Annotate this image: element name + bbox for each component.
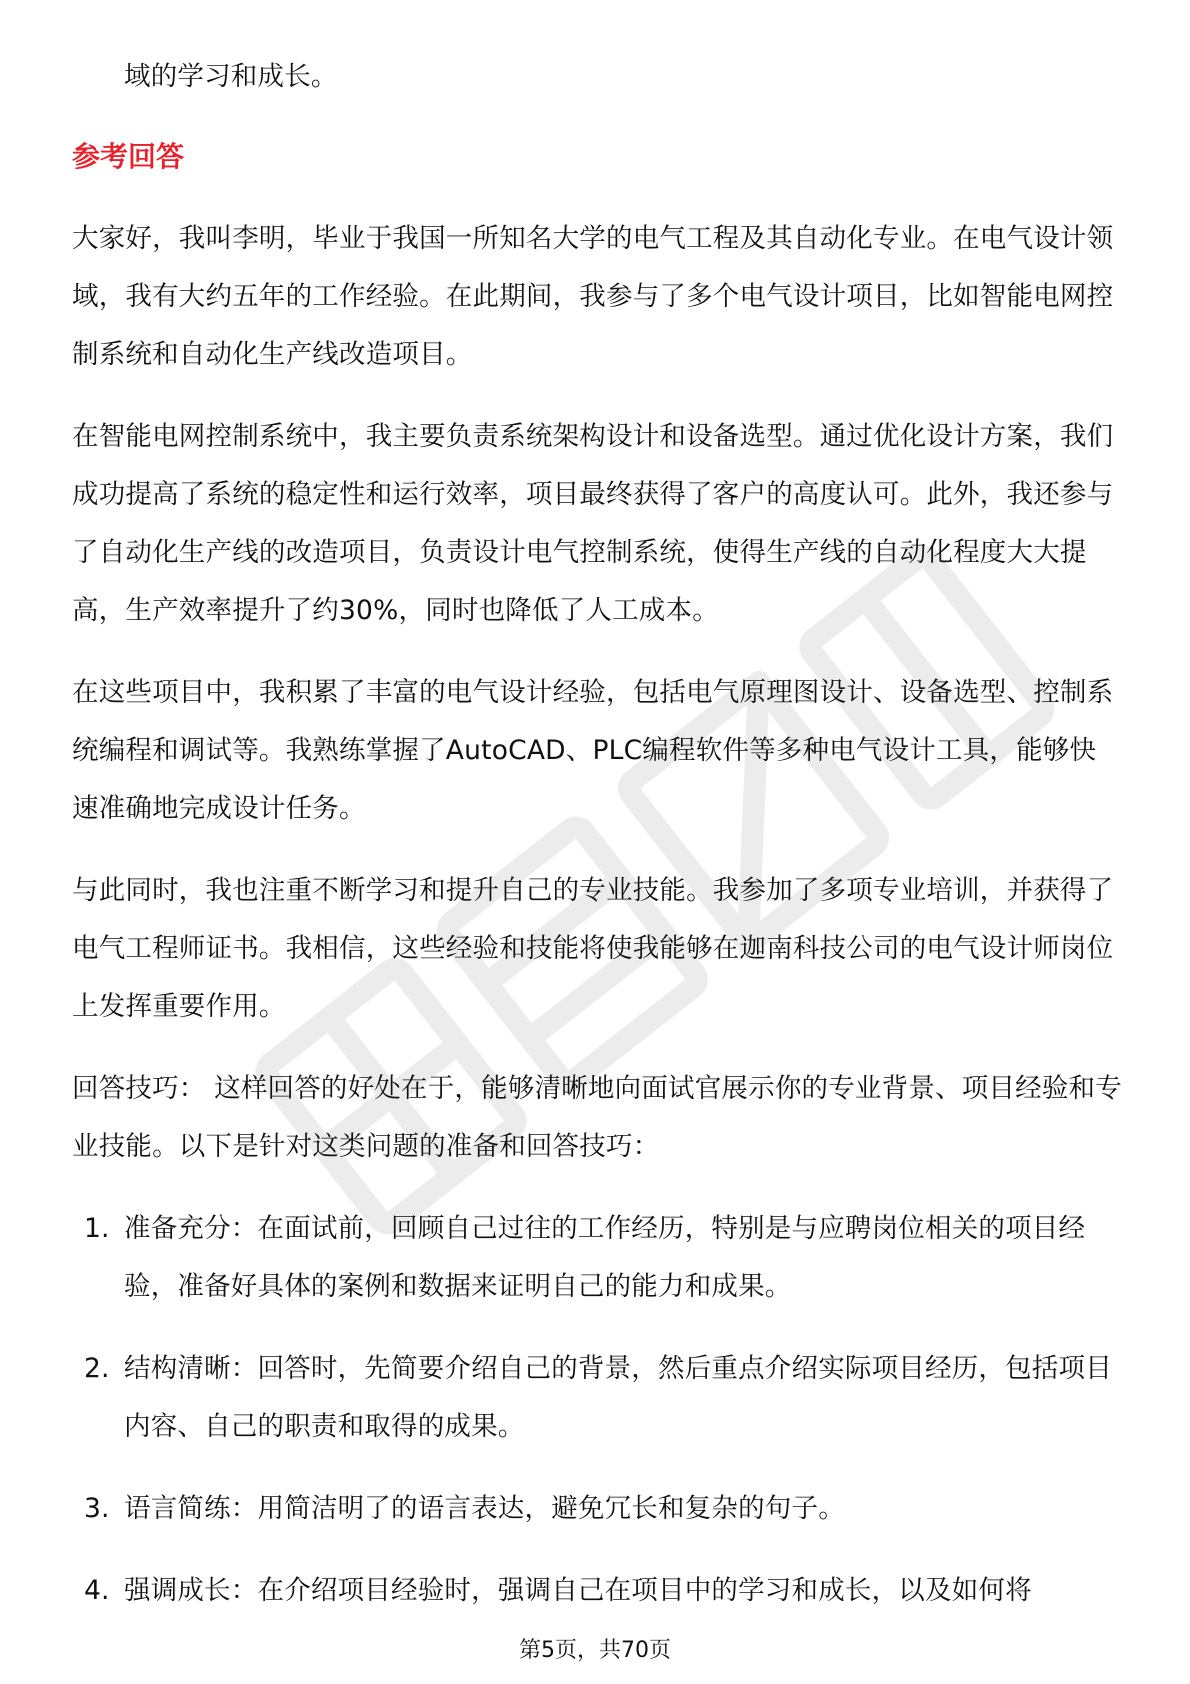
- list-item-text: 强调成长：在介绍项目经验时，强调自己在项目中的学习和成长，以及如何将: [124, 1575, 1032, 1606]
- list-item: [72, 1562, 1122, 1620]
- section-heading: 参考回答: [72, 140, 185, 173]
- content-area: [72, 48, 1122, 1644]
- list-number: 2.: [84, 1353, 110, 1384]
- answer-paragraph-1: 大家好，我叫李明，毕业于我国一所知名大学的电气工程及其自动化专业。在电气设计领域，我有大约五年的工作经验。在此期间，我参与了多个电气设计项目，比如智能电网控制系统和自动化生产线改造项目。: [72, 223, 1114, 370]
- list-item: [72, 1200, 1122, 1316]
- page-footer: 第5页，共70页: [519, 1638, 671, 1663]
- list-item-text: 语言简练：用简洁明了的语言表达，避免冗长和复杂的句子。: [124, 1493, 845, 1524]
- tips-list: [72, 1200, 1122, 1620]
- tips-intro-paragraph: 回答技巧： 这样回答的好处在于，能够清晰地向面试官展示你的专业背景、项目经验和专业技能。以下是针对这类问题的准备和回答技巧：: [72, 1073, 1122, 1162]
- continued-text: 域的学习和成长。: [124, 61, 338, 92]
- answer-paragraph-4: 与此同时，我也注重不断学习和提升自己的专业技能。我参加了多项专业培训，并获得了电气工程师证书。我相信，这些经验和技能将使我能够在迦南科技公司的电气设计师岗位上发挥重要作用。: [72, 875, 1114, 1022]
- answer-paragraph-3: 在这些项目中，我积累了丰富的电气设计经验，包括电气原理图设计、设备选型、控制系统编程和调试等。我熟练掌握了AutoCAD、PLC编程软件等多种电气设计工具，能够快速准确地完成设计任务。: [72, 677, 1114, 824]
- list-item: [72, 1480, 1122, 1538]
- list-number: 4.: [84, 1575, 110, 1606]
- list-number: 1.: [84, 1213, 110, 1244]
- list-item-text: 结构清晰：回答时，先简要介绍自己的背景，然后重点介绍实际项目经历，包括项目内容、自己的职责和取得的成果。: [124, 1353, 1112, 1442]
- list-number: 3.: [84, 1493, 110, 1524]
- list-item: [72, 1340, 1122, 1456]
- answer-paragraph-2: 在智能电网控制系统中，我主要负责系统架构设计和设备选型。通过优化设计方案，我们成功提高了系统的稳定性和运行效率，项目最终获得了客户的高度认可。此外，我还参与了自动化生产线的改造项目，负责设计电气控制系统，使得生产线的自动化程度大大提高，生产效率提升了约30%，同时也降低了人工成本。: [72, 421, 1114, 626]
- list-item-text: 准备充分：在面试前，回顾自己过往的工作经历，特别是与应聘岗位相关的项目经验，准备好具体的案例和数据来证明自己的能力和成果。: [124, 1213, 1086, 1302]
